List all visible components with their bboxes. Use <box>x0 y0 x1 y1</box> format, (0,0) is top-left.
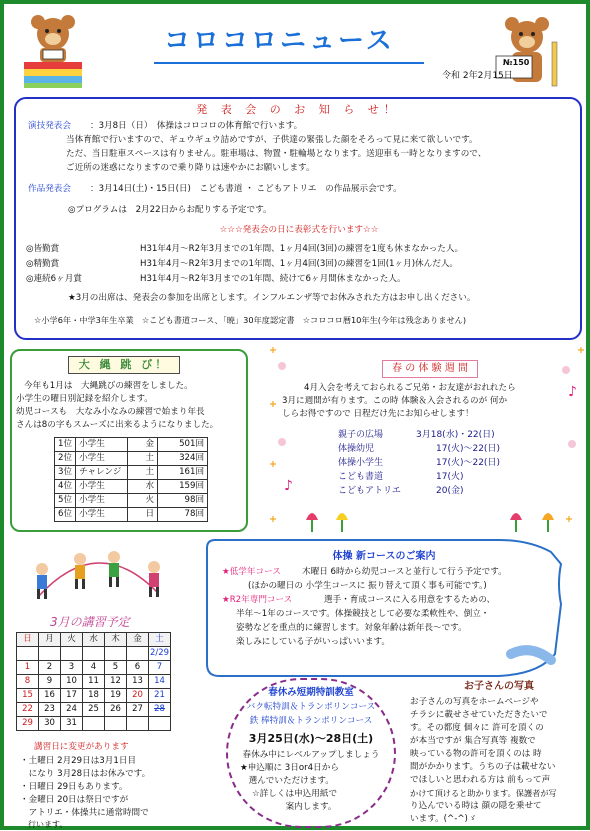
photos-line-3: が本当ですが 集合写真等 複数で <box>410 736 536 746</box>
group-cell: 小学生 <box>76 480 128 494</box>
calendar-cell: 24 <box>61 703 83 717</box>
photos-line-1: チラシに載せさせていただきたいで <box>410 710 548 720</box>
award-desc-1: H31年4月～R2年3月までの1年間、1ヶ月4回(3回)の練習を1回(1ヶ月)休んだ人。 <box>140 259 459 269</box>
table-row <box>17 647 171 661</box>
rank-cell: 1位 <box>55 438 76 452</box>
spring-line-2: しらお得ですので 日程だけ先にお知らせします！ <box>282 409 474 419</box>
schedule-course-3: こども書道 <box>338 472 384 482</box>
group-cell: 小学生 <box>76 494 128 508</box>
schedule-change-4: アトリエ・体操共に通常時間で <box>20 808 149 818</box>
calendar-cell <box>105 717 127 731</box>
title-underline <box>154 62 424 64</box>
calendar-cell: 18 <box>83 689 105 703</box>
award-desc-2: H31年4月～R2年3月までの1年間、続けて6ヶ月間休まなかった人。 <box>140 274 406 284</box>
count-cell: 324回 <box>158 452 208 466</box>
table-row <box>55 508 208 522</box>
calendar-cell: 5 <box>105 661 127 675</box>
works-line: ：3月14日(土)・15日(日) こども書道 ・ こどもアトリエ の作品展示会です。 <box>90 184 402 194</box>
calendar-cell <box>127 647 149 661</box>
calendar-cell <box>149 717 171 731</box>
schedule-course-2: 体操小学生 <box>338 458 384 468</box>
calendar-cell: 10 <box>61 675 83 689</box>
jump-line-1: 小学生の曜日別記録を紹介します。 <box>16 394 153 404</box>
calendar-cell: 28 <box>149 703 171 717</box>
recital-footer: ☆小学6年・中学3年生卒業 ☆こども書道コース、「暁」30年度認定書 ☆コロコロ暦10年生(今年は残念ありません) <box>34 315 467 325</box>
schedule-dates-1: 17(火)～22(日) <box>436 444 500 454</box>
course-item2-line-2: 姿勢などを重点的に練習します。対象年齢は新年長～です。 <box>236 623 467 633</box>
calendar-cell: 26 <box>105 703 127 717</box>
calendar-cell: 4 <box>83 661 105 675</box>
course-item2-line-3: 楽しみにしている子がいっぱいいます。 <box>236 637 391 647</box>
photos-line-2: す。その都度 個々に 許可を頂くの <box>410 723 544 733</box>
award-name-1: ◎精勤賞 <box>26 259 60 269</box>
calendar-title: 3月の講習予定 <box>50 615 130 629</box>
day-cell: 土 <box>128 452 158 466</box>
award-heading: ☆☆☆発表会の日に表彰式を行います☆☆ <box>219 225 379 235</box>
intensive-line2: 鉄 棒特訓＆トランポリンコース <box>249 716 373 726</box>
performance-line-0: ：3月8日（日） 体操はコロコロの体育館で行います。 <box>90 121 303 131</box>
rank-cell: 3位 <box>55 466 76 480</box>
rank-cell: 4位 <box>55 480 76 494</box>
table-row <box>55 480 208 494</box>
photos-line-8: り込んでいる時は 顔の隠を乗せて <box>410 801 542 811</box>
calendar-cell <box>83 647 105 661</box>
page-title: コロコロニュース <box>164 26 395 56</box>
photos-line-0: お子さんの写真をホームページや <box>410 697 539 707</box>
schedule-course-4: こどもアトリエ <box>338 486 401 496</box>
kids-jumping-rope-icon <box>18 537 178 609</box>
weekday-header: 月 <box>39 633 61 647</box>
calendar-cell: 22 <box>17 703 39 717</box>
rank-cell: 5位 <box>55 494 76 508</box>
schedule-change-2: ・日曜日 29日もあります。 <box>20 782 128 792</box>
calendar-cell: 14 <box>149 675 171 689</box>
day-cell: 水 <box>128 480 158 494</box>
calendar-cell: 15 <box>17 689 39 703</box>
calendar-cell <box>61 647 83 661</box>
weekday-header: 木 <box>105 633 127 647</box>
new-course-title: 体操 新コースのご案内 <box>332 551 436 562</box>
jump-line-2: 幼児コースも 大なみ小なみの練習で始まり年長 <box>16 407 205 417</box>
calendar-cell: 23 <box>39 703 61 717</box>
schedule-dates-3: 17(火) <box>436 472 464 482</box>
calendar-cell: 7 <box>149 661 171 675</box>
schedule-dates-0: 3月18(水)・22(日) <box>416 430 495 440</box>
course-item1-label: ★低学年コース <box>222 567 281 577</box>
count-cell: 159回 <box>158 480 208 494</box>
weekday-header: 火 <box>61 633 83 647</box>
award-name-0: ◎皆勤賞 <box>26 244 60 254</box>
count-cell: 98回 <box>158 494 208 508</box>
calendar-cell: 3 <box>61 661 83 675</box>
group-cell: 小学生 <box>76 452 128 466</box>
intensive-note-3: ☆詳しくは申込用紙で <box>252 789 338 799</box>
schedule-change-heading: 講習日に変更があります <box>34 742 129 752</box>
calendar-cell: 2 <box>39 661 61 675</box>
calendar-cell: 27 <box>127 703 149 717</box>
calendar-cell <box>17 647 39 661</box>
rank-cell: 6位 <box>55 508 76 522</box>
table-row <box>55 438 208 452</box>
issue-badge: №150 <box>503 58 530 67</box>
course-item2-label: ★R2年専門コース <box>222 595 293 605</box>
spring-line-0: 4月入会を考えておられるご兄弟・お友達がおれれたら <box>304 383 516 393</box>
weekday-header: 水 <box>83 633 105 647</box>
weekday-header: 金 <box>127 633 149 647</box>
calendar-cell: 6 <box>127 661 149 675</box>
schedule-dates-2: 17(火)～22(日) <box>436 458 500 468</box>
calendar-cell: 29 <box>17 717 39 731</box>
photos-line-9: います。(^-^)ゞ <box>410 814 477 824</box>
photos-line-7: かけて頂けると助かります。保護者が写 <box>410 788 557 798</box>
issue-date: 令和 2年2月15日 <box>442 71 513 81</box>
course-item1-line-0: 木曜日 6時から幼児コースと並行して行う予定です。 <box>302 567 507 577</box>
march-calendar <box>16 632 171 731</box>
count-cell: 161回 <box>158 466 208 480</box>
intensive-title: 春休み短期特訓教室 <box>268 687 354 698</box>
schedule-change-1: になり 3月28日はお休みです。 <box>20 769 151 779</box>
calendar-cell: 2/29 <box>149 647 171 661</box>
group-cell: 小学生 <box>76 508 128 522</box>
calendar-cell: 1 <box>17 661 39 675</box>
day-cell: 火 <box>128 494 158 508</box>
intensive-note-4: 案内します。 <box>285 802 337 812</box>
table-row <box>17 703 171 717</box>
calendar-cell <box>127 717 149 731</box>
table-row <box>17 717 171 731</box>
jump-line-0: 今年も1月は 大縄跳びの練習をしました。 <box>24 381 193 391</box>
table-row <box>17 675 171 689</box>
table-row <box>55 494 208 508</box>
svg-text:♪: ♪ <box>568 384 577 400</box>
intensive-note-0: 春休み中にレベルアップしましょう <box>242 750 380 760</box>
table-row <box>17 661 171 675</box>
schedule-change-0: ・土曜日 2月29日は3月1日目 <box>20 756 137 766</box>
performance-label: 演技発表会 <box>28 121 71 131</box>
performance-line-2: ただ、当日駐車スペースは有りません。駐車場は、物置・駐輪場となります。送迎車も一時となりますので、 <box>66 149 487 159</box>
attendance-notice: ★3月の出席は、発表会の参加を出席とします。インフルエンザ等でお休みされた方はお申し出ください。 <box>68 293 476 303</box>
bear-mascot-left-icon <box>18 10 88 88</box>
course-item1-line-1: (ほかの曜日の 小学生コースに 振り替えて頂く事も可能です。) <box>248 581 487 591</box>
course-item2-line-1: 半年～1年のコースです。体操競技として必要な柔軟性や、倒立・ <box>236 609 490 619</box>
award-name-2: ◎連続6ヶ月賞 <box>26 274 82 284</box>
day-cell: 金 <box>128 438 158 452</box>
spring-trial-title: 春 の 体 験 週 間 <box>382 360 478 378</box>
day-cell: 日 <box>128 508 158 522</box>
performance-line-3: ご近所の迷惑になりますので乗り降りは速やかにお願いします。 <box>66 163 315 173</box>
schedule-course-1: 体操幼児 <box>338 444 375 454</box>
weekday-header: 土 <box>149 633 171 647</box>
calendar-cell: 25 <box>83 703 105 717</box>
calendar-cell: 12 <box>105 675 127 689</box>
jump-rope-title: 大 縄 跳 び！ <box>68 356 180 374</box>
schedule-dates-4: 20(金) <box>436 486 464 496</box>
count-cell: 78回 <box>158 508 208 522</box>
intensive-note-2: 選んでいただけます。 <box>240 776 334 786</box>
calendar-cell: 8 <box>17 675 39 689</box>
photos-line-5: 間がかかります。うちの子は載せない <box>410 762 556 772</box>
calendar-cell: 17 <box>61 689 83 703</box>
jump-line-3: さんは8の字もスムーズに出来るようになりました。 <box>16 420 219 430</box>
day-cell: 土 <box>128 466 158 480</box>
intensive-note-1: ★申込順に 3日or4日から <box>240 763 339 773</box>
table-row <box>17 633 171 647</box>
calendar-cell <box>39 647 61 661</box>
table-row <box>55 466 208 480</box>
svg-text:♪: ♪ <box>284 478 293 494</box>
works-label: 作品発表会 <box>28 184 71 194</box>
calendar-cell <box>83 717 105 731</box>
intensive-line1: バク転特訓＆トランポリンコース <box>246 702 376 712</box>
spring-line-1: 3月に週間が有ります。この時 体験＆入会されるのが 何か <box>282 396 508 406</box>
schedule-course-0: 親子の広場 <box>338 430 384 440</box>
table-row <box>55 452 208 466</box>
program-line: ◎プログラムは 2月22日からお配りする予定です。 <box>68 205 272 215</box>
schedule-change-5: 行います。 <box>20 820 68 829</box>
weekday-header: 日 <box>17 633 39 647</box>
table-row <box>17 689 171 703</box>
group-cell: 小学生 <box>76 438 128 452</box>
performance-line-1: 当体育館で行いますので、ギュウギュウ詰めですが、子供達の緊張した顔をそろって見に来て欲しいです。 <box>66 135 478 145</box>
jump-ranking-table <box>54 437 208 522</box>
calendar-cell: 31 <box>61 717 83 731</box>
calendar-cell: 16 <box>39 689 61 703</box>
intensive-dates: 3月25日(水)～28日(土) <box>248 732 374 745</box>
count-cell: 501回 <box>158 438 208 452</box>
calendar-cell: 11 <box>83 675 105 689</box>
group-cell: チャレンジ <box>76 466 128 480</box>
course-item2-line-0: 選手・育成コースに入る用意をするための、 <box>324 595 496 605</box>
calendar-cell: 21 <box>149 689 171 703</box>
rank-cell: 2位 <box>55 452 76 466</box>
calendar-cell: 9 <box>39 675 61 689</box>
calendar-cell: 20 <box>127 689 149 703</box>
photos-line-4: 映っている物の許可を頂くのは 時 <box>410 749 542 759</box>
schedule-change-3: ・金曜日 20日は祭日ですが <box>20 795 129 805</box>
calendar-cell: 19 <box>105 689 127 703</box>
award-desc-0: H31年4月～R2年3月までの1年間、1ヶ月4回(3回)の練習を1度も休まなかった人。 <box>140 244 464 254</box>
calendar-cell <box>105 647 127 661</box>
calendar-cell: 30 <box>39 717 61 731</box>
photos-line-6: でほしいと思われる方は 前もって声 <box>410 775 551 785</box>
photos-title: お子さんの写真 <box>464 681 534 692</box>
recital-title: 発 表 会 の お 知 ら せ！ <box>196 103 400 116</box>
calendar-cell: 13 <box>127 675 149 689</box>
